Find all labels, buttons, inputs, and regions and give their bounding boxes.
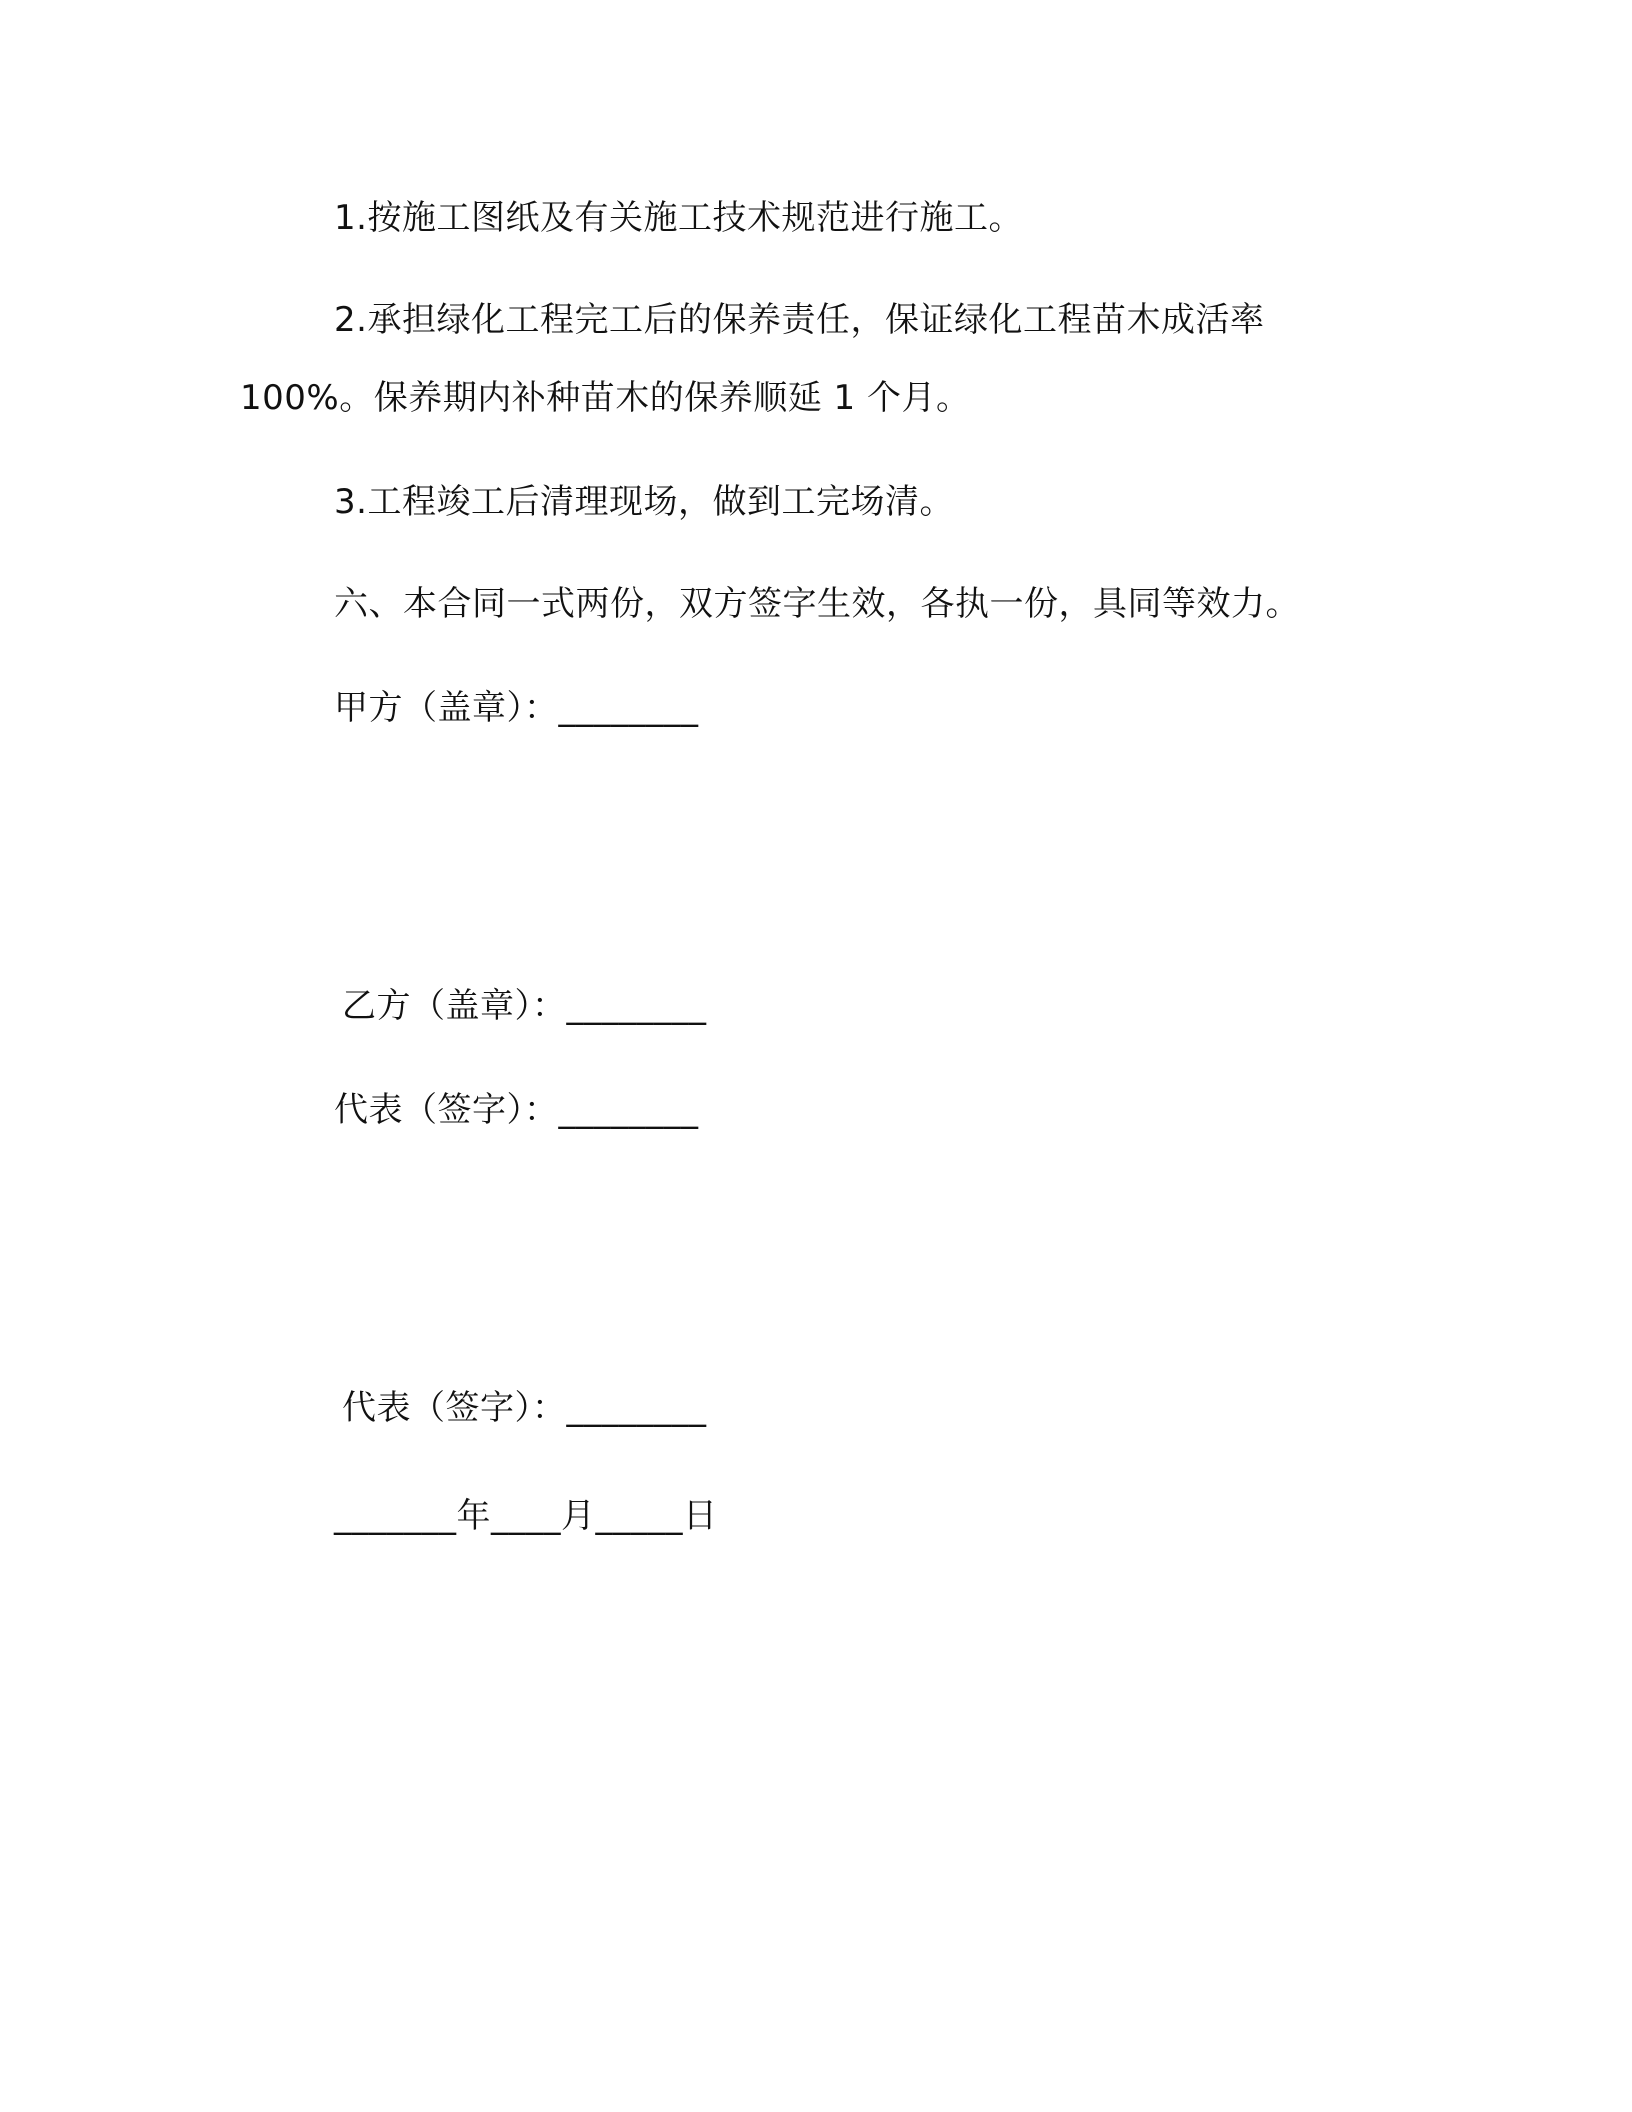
clause-item-2-line-2: 100%。保养期内补种苗木的保养顺延 1 个月。 xyxy=(240,378,971,418)
clause-item-1: 1.按施工图纸及有关施工技术规范进行施工。 xyxy=(334,198,1023,238)
clause-six: 六、本合同一式两份，双方签字生效，各执一份，具同等效力。 xyxy=(334,584,1300,624)
party-b-seal-line: 乙方（盖章）：________ xyxy=(342,986,707,1026)
representative-sign-line-2: 代表（签字）：________ xyxy=(342,1388,707,1428)
representative-sign-line-1: 代表（签字）：________ xyxy=(334,1090,699,1130)
party-a-seal-line: 甲方（盖章）：________ xyxy=(334,688,699,728)
date-line: _______年____月_____日 xyxy=(334,1496,718,1536)
clause-item-3: 3.工程竣工后清理现场，做到工完场清。 xyxy=(334,482,954,522)
clause-item-2-line-1: 2.承担绿化工程完工后的保养责任，保证绿化工程苗木成活率 xyxy=(334,300,1265,340)
